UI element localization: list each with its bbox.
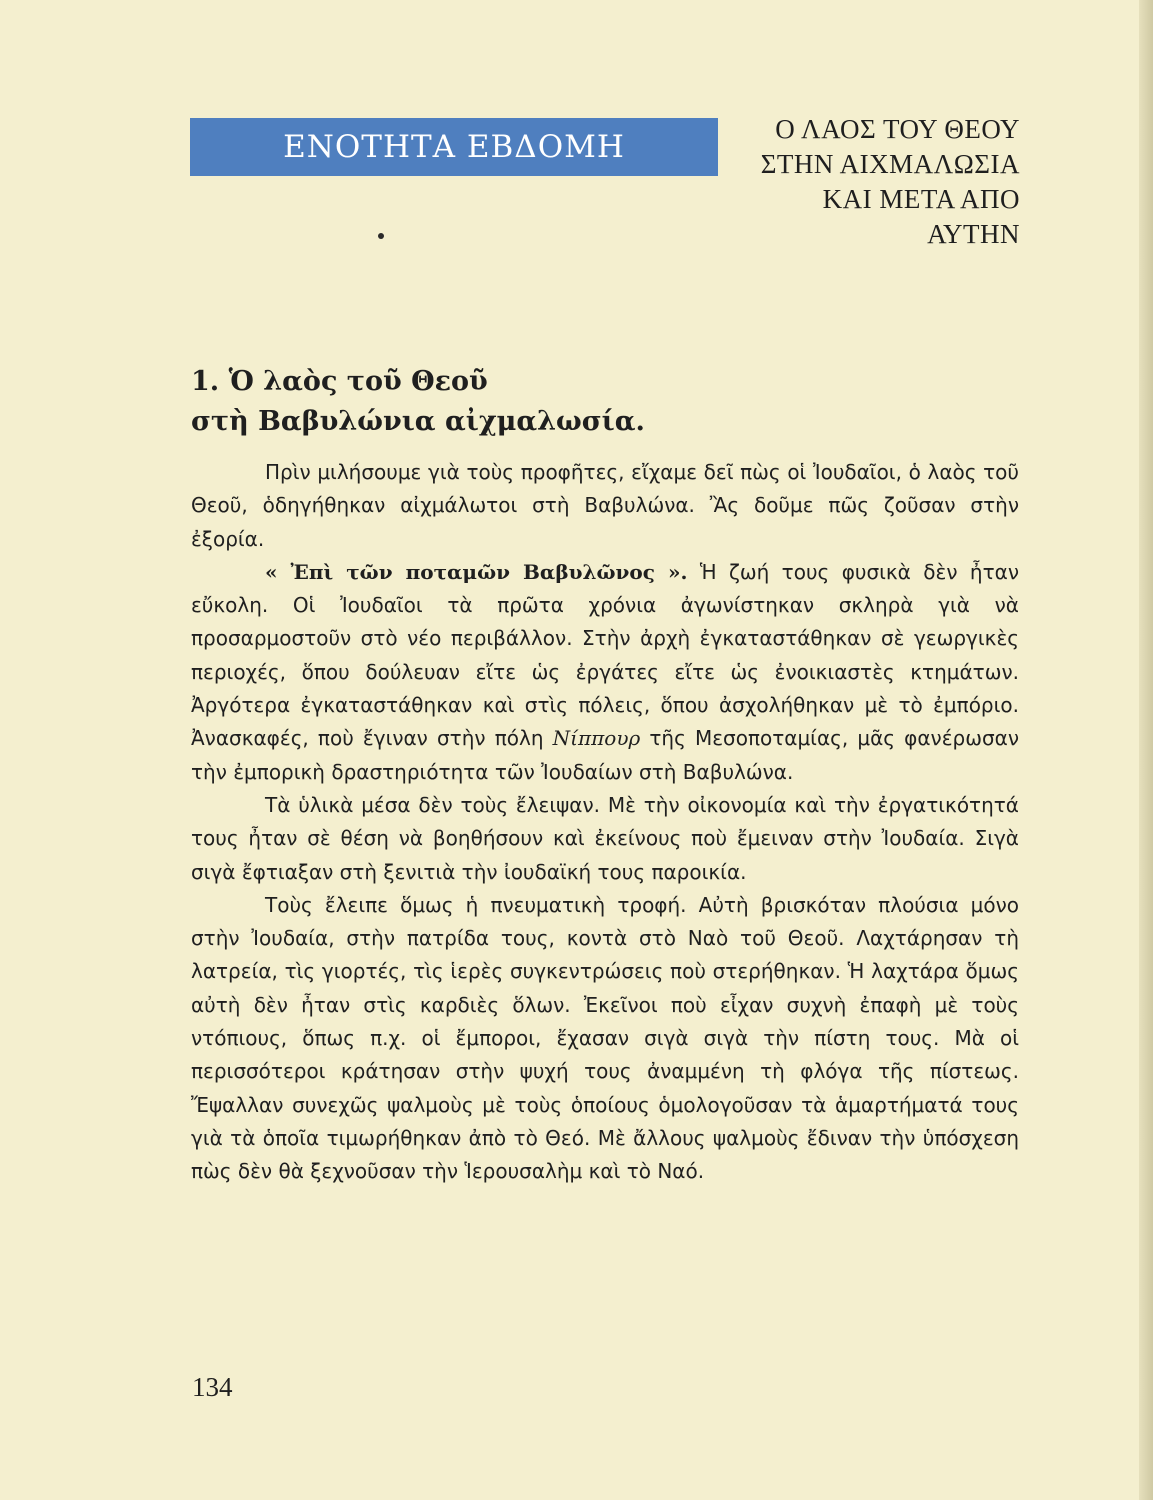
- chapter-title-line-1: Ο ΛΑΟΣ ΤΟΥ ΘΕΟΥ: [775, 114, 1020, 144]
- paragraph-2-text-a: Ἡ ζωή τους φυσικὰ δὲν ἦταν εὔκολη. Οἱ Ἰουδαῖοι τὰ πρῶτα χρόνια ἀγωνίστηκαν σκληρὰ γιὰ νὰ προσαρμοστοῦν στὸ νέο περιβάλλον. Στὴν ἀρχὴ ἐγκαταστάθηκαν σὲ γεωργικὲς περιοχές, ὅπου δούλευαν εἴτε ὡς ἐργάτες εἴτε ὡς ἐνοικιαστὲς κτημάτων. Ἀργότερα ἐγκαταστάθηκαν καὶ στὶς πόλεις, ὅπου ἀσχολήθηκαν μὲ τὸ ἐμπόριο. Ἀνασκαφές, ποὺ ἔγιναν στὴν πόλη: [191, 559, 1019, 751]
- chapter-title: [728, 112, 1020, 252]
- unit-banner: [190, 118, 718, 176]
- page-edge: [1139, 0, 1153, 1500]
- paragraph-2-text-b: τῆς Μεσοποταμίας, μᾶς φανέρωσαν τὴν ἐμπορικὴ δραστηριότητα τῶν Ἰουδαίων στὴ Βαβυλώνα.: [191, 726, 1019, 784]
- decorative-dot: [378, 233, 384, 239]
- section-heading-line-1: 1. Ὁ λαὸς τοῦ Θεοῦ: [191, 366, 488, 397]
- section-heading: [191, 362, 791, 442]
- chapter-title-line-3: ΚΑΙ ΜΕΤΑ ΑΠΟ: [822, 184, 1020, 214]
- paragraph-2-lead: « Ἐπὶ τῶν ποταμῶν Βαβυλῶνος ».: [265, 559, 688, 584]
- paragraph-3: Τὰ ὑλικὰ μέσα δὲν τοὺς ἔλειψαν. Μὲ τὴν οἰκονομία καὶ τὴν ἐργατικότητά τους ἦταν σὲ θέση νὰ βοηθήσουν καὶ ἐκείνους ποὺ ἔμειναν στὴν Ἰουδαία. Σιγὰ σιγὰ ἔφτιαξαν στὴ ξενιτιὰ τὴν ἰουδαϊκή τους παροικία.: [191, 792, 1019, 884]
- unit-banner-label: ΕΝΟΤΗΤΑ ΕΒΔΟΜΗ: [283, 128, 625, 165]
- body-text: [191, 456, 1019, 1189]
- paragraph-2: [191, 556, 1019, 789]
- section-heading-line-2: στὴ Βαβυλώνια αἰχμαλωσία.: [191, 406, 645, 437]
- chapter-title-line-4: ΑΥΤΗΝ: [927, 219, 1020, 249]
- place-name-nippur: Νίππουρ: [552, 726, 641, 751]
- chapter-title-line-2: ΣΤΗΝ ΑΙΧΜΑΛΩΣΙΑ: [760, 149, 1020, 179]
- paragraph-4: Τοὺς ἔλειπε ὅμως ἡ πνευματικὴ τροφή. Αὐτὴ βρισκόταν πλούσια μόνο στὴν Ἰουδαία, στὴν πατρίδα τους, κοντὰ στὸ Ναὸ τοῦ Θεοῦ. Λαχτάρησαν τὴ λατρεία, τὶς γιορτές, τὶς ἱερὲς συγκεντρώσεις ποὺ στερήθηκαν. Ἡ λαχτάρα ὅμως αὐτὴ δὲν ἦταν στὶς καρδιὲς ὅλων. Ἐκεῖνοι ποὺ εἶχαν συχνὴ ἐπαφὴ μὲ τοὺς ντόπιους, ὅπως π.χ. οἱ ἔμποροι, ἔχασαν σιγὰ σιγὰ τὴν πίστη τους. Μὰ οἱ περισσότεροι κράτησαν στὴν ψυχή τους ἀναμμένη τὴ φλόγα τῆς πίστεως. Ἔψαλλαν συνεχῶς ψαλμοὺς μὲ τοὺς ὁποίους ὁμολογοῦσαν τὰ ἁμαρτήματά τους γιὰ τὰ ὁποῖα τιμωρήθηκαν ἀπὸ τὸ Θεό. Μὲ ἄλλους ψαλμοὺς ἔδιναν τὴν ὑπόσχεση πὼς δὲν θὰ ξεχνοῦσαν τὴν Ἱερουσαλὴμ καὶ τὸ Ναό.: [191, 892, 1019, 1184]
- paragraph-1: Πρὶν μιλήσουμε γιὰ τοὺς προφῆτες, εἴχαμε δεῖ πὼς οἱ Ἰουδαῖοι, ὁ λαὸς τοῦ Θεοῦ, ὁδηγήθηκαν αἰχμάλωτοι στὴ Βαβυλώνα. Ἂς δοῦμε πῶς ζοῦσαν στὴν ἐξορία.: [191, 460, 1019, 551]
- page-number: 134: [192, 1372, 233, 1402]
